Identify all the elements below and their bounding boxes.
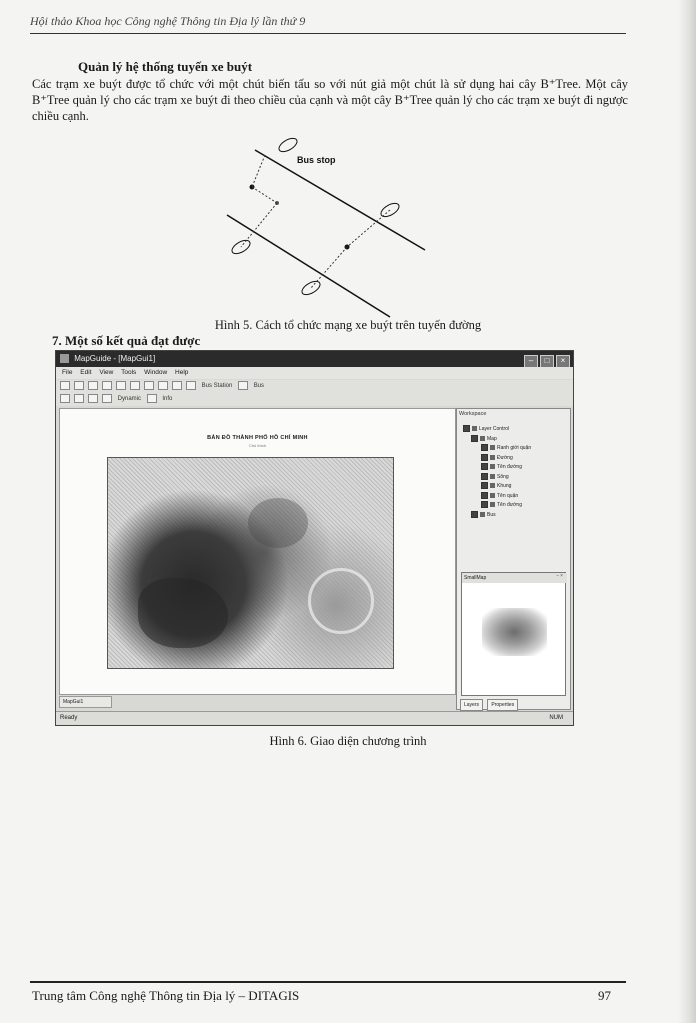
- info-label[interactable]: Info: [162, 396, 173, 402]
- checkbox-icon[interactable]: [471, 435, 478, 442]
- status-text: Ready: [60, 715, 78, 721]
- close-icon[interactable]: ×: [556, 355, 570, 368]
- overview-map[interactable]: [482, 608, 547, 656]
- map-icon: [480, 436, 485, 441]
- checkbox-icon[interactable]: [481, 463, 488, 470]
- checkbox-icon[interactable]: [481, 444, 488, 451]
- layer-icon: [490, 483, 495, 488]
- statusbar: [56, 711, 573, 724]
- layer-item[interactable]: Tên quận: [463, 492, 563, 502]
- checkbox-icon[interactable]: [481, 482, 488, 489]
- toolbar-tools: [56, 393, 573, 406]
- status-num: NUM: [549, 715, 563, 721]
- layer-item[interactable]: Tên đường: [463, 463, 563, 473]
- bus-station-label[interactable]: Bus Station: [201, 383, 233, 389]
- minimize-icon[interactable]: –: [524, 355, 538, 368]
- river-bend: [308, 568, 374, 634]
- workspace-panel: [456, 408, 571, 710]
- header-rule: [30, 33, 626, 34]
- layer-icon: [490, 493, 495, 498]
- checkbox-icon[interactable]: [463, 425, 470, 432]
- checkbox-icon[interactable]: [481, 501, 488, 508]
- layer-icon: [490, 502, 495, 507]
- section-heading: Quản lý hệ thống tuyến xe buýt: [78, 59, 253, 74]
- layer-item[interactable]: Khung: [463, 482, 563, 492]
- body-paragraph: Các trạm xe buýt được tổ chức với một chút biến tấu so với nút giả một chút là sử dụng hai cây B⁺Tree. Một cây B⁺Tree quản lý cho các trạm xe buýt đi theo chiều của cạnh và một cây B⁺Tree quản lý cho các trạm xe buýt đi ngược chiều cạnh.: [32, 77, 628, 123]
- checkbox-icon[interactable]: [481, 473, 488, 480]
- layer-icon: [490, 445, 495, 450]
- pan-icon[interactable]: [172, 381, 182, 390]
- menu-view[interactable]: View: [99, 369, 114, 376]
- layer-tree: [463, 425, 563, 520]
- menu-edit[interactable]: Edit: [80, 369, 92, 376]
- new-icon[interactable]: [60, 381, 70, 390]
- menubar: [56, 367, 573, 379]
- cut-icon[interactable]: [116, 381, 126, 390]
- print-icon[interactable]: [102, 381, 112, 390]
- menu-window[interactable]: Window: [144, 369, 168, 376]
- section7-heading: 7. Một số kết quả đạt được: [52, 333, 201, 348]
- dashed-link: [311, 247, 347, 288]
- road-line-upper: [255, 150, 425, 250]
- paste-icon[interactable]: [144, 381, 154, 390]
- workspace-tabs: [457, 699, 570, 709]
- bus-stop-ellipse: [277, 136, 299, 155]
- pointer-icon[interactable]: [60, 394, 70, 403]
- select-icon[interactable]: [186, 381, 196, 390]
- map-document[interactable]: [59, 408, 456, 695]
- open-icon[interactable]: [74, 381, 84, 390]
- save-icon[interactable]: [88, 381, 98, 390]
- footer-rule: [30, 981, 626, 983]
- tree-map-node[interactable]: Map: [463, 435, 563, 445]
- layer-item[interactable]: Sông: [463, 473, 563, 483]
- add-point-icon[interactable]: [88, 394, 98, 403]
- app-icon: [60, 354, 69, 363]
- checkbox-icon[interactable]: [471, 511, 478, 518]
- toolbar-standard: [56, 380, 573, 393]
- dense-urban-area: [138, 578, 228, 648]
- layer-icon[interactable]: [102, 394, 112, 403]
- smallmap-controls[interactable]: – ×: [556, 574, 563, 579]
- route-icon[interactable]: [238, 381, 248, 390]
- page-number: 97: [598, 988, 611, 1003]
- smallmap-panel: [461, 572, 566, 696]
- dashed-link: [252, 155, 265, 187]
- footer-text: Trung tâm Công nghệ Thông tin Địa lý – DITAGIS: [32, 988, 300, 1003]
- layer-item[interactable]: Tên đường: [463, 501, 563, 511]
- layer-item[interactable]: Đường: [463, 454, 563, 464]
- checkbox-icon[interactable]: [481, 492, 488, 499]
- page-edge-shadow: [678, 0, 696, 1023]
- zoom-icon[interactable]: [158, 381, 168, 390]
- dynamic-label[interactable]: Dynamic: [117, 396, 142, 402]
- tab-properties[interactable]: Properties: [487, 699, 518, 711]
- bus-label[interactable]: Bus: [253, 383, 265, 389]
- city-map[interactable]: [107, 457, 394, 669]
- document-tab[interactable]: MapGui1: [59, 696, 112, 708]
- titlebar: [56, 351, 573, 367]
- layer-icon: [490, 474, 495, 479]
- dashed-link: [241, 203, 277, 247]
- running-header: Hội thảo Khoa học Công nghệ Thông tin Địa lý lần thứ 9: [30, 14, 306, 28]
- tree-root[interactable]: Layer Control: [463, 425, 563, 435]
- dashed-link: [347, 210, 390, 247]
- layers-icon: [472, 426, 477, 431]
- checkbox-icon[interactable]: [481, 454, 488, 461]
- workspace-title: Workspace: [459, 411, 487, 417]
- menu-file[interactable]: File: [62, 369, 73, 376]
- refresh-icon[interactable]: [147, 394, 157, 403]
- layer-item[interactable]: Ranh giới quận: [463, 444, 563, 454]
- window-title: MapGuide - [MapGui1]: [74, 354, 156, 363]
- layer-icon: [490, 455, 495, 460]
- map-subtitle: Chú thích: [248, 443, 267, 448]
- polygon-icon[interactable]: [74, 394, 84, 403]
- dashed-link: [252, 187, 277, 203]
- bus-stop-label: Bus stop: [297, 155, 336, 165]
- smallmap-title: SmallMap: [462, 573, 567, 583]
- copy-icon[interactable]: [130, 381, 140, 390]
- maximize-icon[interactable]: □: [540, 355, 554, 368]
- menu-help[interactable]: Help: [175, 369, 189, 376]
- figure6-caption: Hình 6. Giao diện chương trình: [269, 734, 427, 748]
- road-line-lower: [227, 215, 390, 317]
- bus-icon: [480, 512, 485, 517]
- map-title: BẢN ĐỒ THÀNH PHỐ HỒ CHÍ MINH: [207, 435, 308, 441]
- layer-icon: [490, 464, 495, 469]
- menu-tools[interactable]: Tools: [121, 369, 137, 376]
- urban-area: [248, 498, 308, 548]
- figure5-caption: Hình 5. Cách tổ chức mạng xe buýt trên tuyến đường: [214, 318, 482, 332]
- tab-layers[interactable]: Layers: [460, 699, 483, 711]
- bus-network-diagram: [225, 135, 435, 320]
- app-screenshot: [55, 350, 574, 726]
- tree-bus-node[interactable]: Bus: [463, 511, 563, 521]
